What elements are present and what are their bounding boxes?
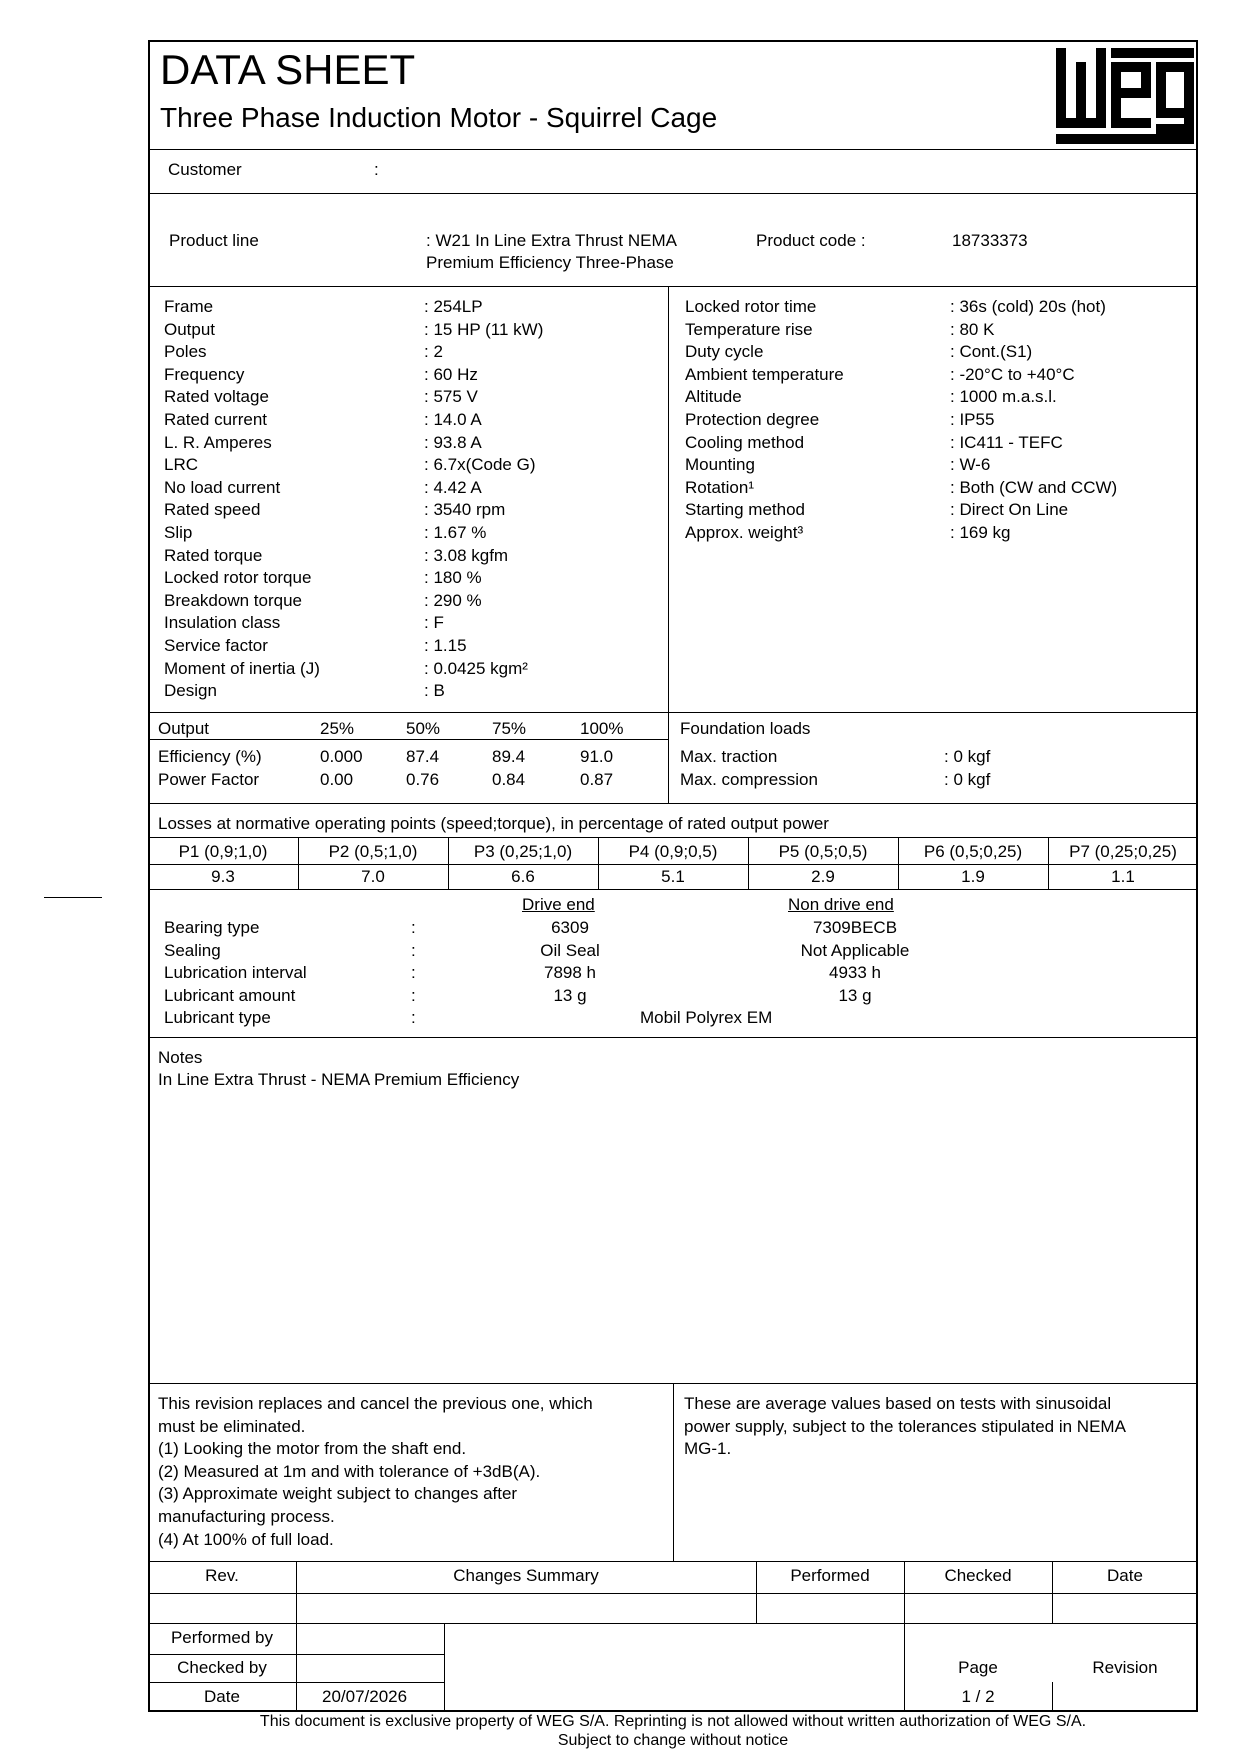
footnote-line: This revision replaces and cancel the previous one, which	[158, 1394, 593, 1413]
spec-label: LRC	[164, 455, 199, 475]
page-title: DATA SHEET	[160, 46, 416, 93]
bearing-separator: :	[411, 940, 416, 960]
product-line-value-2: Premium Efficiency Three-Phase	[426, 253, 674, 272]
spec-label: Ambient temperature	[685, 364, 844, 384]
performance-header-cell: 50%	[406, 719, 441, 738]
spec-value: : B	[424, 681, 445, 701]
bearing-label: Sealing	[164, 940, 221, 960]
performed-by-label: Performed by	[170, 1628, 274, 1647]
checked-header: Checked	[944, 1566, 1012, 1585]
spec-value: : 0.0425 kgm²	[424, 658, 528, 678]
spec-label: Insulation class	[164, 613, 281, 633]
foundation-label: Max. traction	[680, 747, 778, 766]
spec-label: Mounting	[685, 455, 755, 475]
spec-label: Duty cycle	[685, 342, 764, 362]
spec-label: Breakdown torque	[164, 590, 302, 610]
spec-label: Slip	[164, 523, 193, 542]
losses-value-cell: 1.1	[1111, 867, 1135, 886]
revision-label: Revision	[1092, 1658, 1158, 1677]
bearing-non-drive-end: 4933 h	[829, 963, 881, 983]
losses-value-cell: 7.0	[361, 867, 385, 886]
non-drive-end-header: Non drive end	[788, 895, 894, 914]
spec-label: Rated current	[164, 410, 267, 429]
spec-value: : 80 K	[950, 319, 995, 339]
performance-cell: 91.0	[580, 747, 614, 766]
spec-label: Service factor	[164, 636, 268, 655]
weg-logo	[1056, 48, 1194, 144]
footnote-line: MG-1.	[684, 1439, 732, 1459]
performance-header-cell: 100%	[580, 719, 624, 738]
bearing-label: Lubrication interval	[164, 963, 307, 983]
performance-header-cell: 75%	[492, 719, 527, 738]
performance-cell: 87.4	[406, 747, 440, 766]
bearing-separator: :	[411, 985, 416, 1005]
spec-value: : Cont.(S1)	[950, 342, 1033, 362]
page-label: Page	[958, 1658, 998, 1677]
performance-cell: 89.4	[492, 747, 526, 766]
notes-title: Notes	[158, 1048, 203, 1067]
performance-cell: 0.87	[580, 770, 614, 789]
spec-value: : W-6	[950, 455, 991, 475]
page-subtitle: Three Phase Induction Motor - Squirrel Cage	[160, 102, 718, 133]
footnote-line: (3) Approximate weight subject to changes after	[158, 1484, 518, 1504]
footnote-line: These are average values based on tests with sinusoidal	[684, 1394, 1112, 1413]
spec-value: : 180 %	[424, 568, 482, 588]
footnote-line: (2) Measured at 1m and with tolerance of +3dB(A).	[158, 1461, 541, 1481]
spec-label: Approx. weight³	[685, 523, 804, 542]
spec-label: Design	[164, 681, 217, 701]
losses-header-cell: P3 (0,25;1,0)	[473, 842, 573, 861]
logo-letter-w	[1056, 48, 1106, 128]
bearing-separator: :	[411, 918, 416, 937]
spec-value: : 3540 rpm	[424, 500, 506, 520]
bearing-non-drive-end: 13 g	[838, 985, 872, 1005]
date-value: 20/07/2026	[322, 1687, 408, 1706]
spec-label: Rated speed	[164, 500, 261, 520]
spec-value: : 1000 m.a.s.l.	[950, 387, 1057, 407]
losses-value-cell: 1.9	[961, 867, 985, 886]
foundation-title: Foundation loads	[680, 719, 811, 738]
losses-header-cell: P7 (0,25;0,25)	[1069, 842, 1177, 861]
product-line-label: Product line	[169, 231, 259, 250]
bearing-drive-end: 6309	[551, 918, 589, 937]
logo-letter-e	[1111, 62, 1151, 128]
spec-value: : F	[424, 613, 444, 633]
rev-header: Rev.	[205, 1566, 239, 1585]
footnote-line: power supply, subject to the tolerances stipulated in NEMA	[684, 1416, 1126, 1436]
logo-letter-g	[1156, 62, 1194, 134]
performance-cell: Efficiency (%)	[158, 747, 262, 766]
spec-label: Cooling method	[685, 432, 805, 452]
performed-header: Performed	[790, 1566, 870, 1585]
performance-cell: 0.00	[320, 770, 354, 789]
spec-value: : 4.42 A	[424, 477, 482, 497]
product-line-value-1: : W21 In Line Extra Thrust NEMA	[426, 231, 677, 250]
performance-header-cell: 25%	[320, 719, 355, 738]
changes-summary-header: Changes Summary	[453, 1566, 599, 1585]
spec-value: : -20°C to +40°C	[950, 364, 1075, 384]
losses-title: Losses at normative operating points (speed;torque), in percentage of rated output power	[158, 814, 829, 833]
lubricant-type-label: Lubricant type	[164, 1008, 271, 1027]
foundation-label: Max. compression	[680, 770, 818, 789]
footer-line-2: Subject to change without notice	[557, 1732, 789, 1749]
spec-value: : 15 HP (11 kW)	[424, 319, 544, 339]
logo-frame-top	[1111, 48, 1194, 58]
footnote-line: must be eliminated.	[158, 1416, 306, 1436]
bearing-drive-end: 7898 h	[544, 963, 596, 983]
spec-label: Locked rotor torque	[164, 568, 312, 588]
spec-value: : IP55	[950, 410, 995, 429]
losses-value-cell: 5.1	[661, 867, 685, 886]
customer-separator: :	[374, 160, 379, 179]
spec-label: Protection degree	[685, 410, 820, 429]
losses-value-cell: 6.6	[511, 867, 535, 886]
drive-end-header: Drive end	[522, 895, 595, 914]
spec-value: : IC411 - TEFC	[950, 432, 1063, 452]
bearing-label: Bearing type	[164, 918, 260, 937]
spec-value: : 2	[424, 342, 443, 362]
losses-value-cell: 2.9	[811, 867, 835, 886]
bearing-non-drive-end: 7309BECB	[812, 918, 898, 937]
margin-mark	[44, 897, 102, 898]
spec-label: Frame	[164, 297, 214, 316]
lubricant-type-separator: :	[411, 1008, 416, 1027]
spec-value: : 254LP	[424, 297, 483, 316]
checked-by-label: Checked by	[177, 1658, 267, 1677]
spec-label: Altitude	[685, 387, 742, 407]
losses-header-cell: P2 (0,5;1,0)	[328, 842, 418, 861]
footnote-line: (4) At 100% of full load.	[158, 1529, 334, 1549]
foundation-value: : 0 kgf	[944, 770, 991, 789]
footer-line-1: This document is exclusive property of WEG S/A. Reprinting is not allowed without written authorization of WEG S/A.	[259, 1713, 1087, 1730]
performance-header-cell: Output	[158, 719, 210, 738]
spec-label: Temperature rise	[685, 319, 813, 339]
bearing-drive-end: Oil Seal	[540, 940, 600, 960]
spec-label: Rated voltage	[164, 387, 269, 407]
spec-label: Rotation¹	[685, 477, 754, 497]
bearing-separator: :	[411, 963, 416, 983]
spec-value: : 1.15	[424, 636, 467, 655]
product-code-label: Product code :	[756, 231, 866, 250]
spec-value: : Direct On Line	[950, 500, 1069, 520]
notes-text: In Line Extra Thrust - NEMA Premium Efficiency	[158, 1070, 520, 1089]
spec-label: Starting method	[685, 500, 806, 520]
spec-value: : 575 V	[424, 387, 478, 407]
bearing-label: Lubricant amount	[164, 985, 296, 1005]
losses-value-cell: 9.3	[211, 867, 235, 886]
spec-label: Frequency	[164, 364, 245, 384]
spec-value: : 169 kg	[950, 523, 1011, 542]
performance-cell: 0.000	[320, 747, 363, 766]
product-code-value: 18733373	[952, 231, 1028, 250]
spec-value: : 14.0 A	[424, 410, 482, 429]
losses-header-cell: P6 (0,5;0,25)	[923, 842, 1023, 861]
spec-value: : 1.67 %	[424, 523, 487, 542]
spec-label: Rated torque	[164, 545, 263, 565]
date-label: Date	[204, 1687, 240, 1706]
losses-header-cell: P4 (0,9;0,5)	[628, 842, 718, 861]
bearing-drive-end: 13 g	[553, 985, 587, 1005]
spec-label: L. R. Amperes	[164, 432, 272, 452]
losses-header-cell: P5 (0,5;0,5)	[778, 842, 868, 861]
losses-header-cell: P1 (0,9;1,0)	[178, 842, 268, 861]
spec-label: Output	[164, 319, 216, 339]
performance-cell: Power Factor	[158, 770, 260, 789]
date-header: Date	[1107, 1566, 1143, 1585]
performance-cell: 0.76	[406, 770, 440, 789]
spec-value: : 60 Hz	[424, 364, 478, 384]
spec-value: : 93.8 A	[424, 432, 482, 452]
bearing-non-drive-end: Not Applicable	[800, 940, 910, 960]
spec-label: No load current	[164, 477, 281, 497]
spec-label: Poles	[164, 342, 207, 362]
spec-label: Moment of inertia (J)	[164, 658, 320, 678]
spec-label: Locked rotor time	[685, 297, 817, 316]
footnote-line: (1) Looking the motor from the shaft end.	[158, 1439, 467, 1459]
lubricant-type-value: Mobil Polyrex EM	[640, 1008, 773, 1027]
page-value: 1 / 2	[961, 1687, 995, 1706]
logo-frame-bottom	[1056, 134, 1194, 144]
footnote-line: manufacturing process.	[158, 1507, 335, 1526]
spec-value: : 6.7x(Code G)	[424, 455, 536, 475]
performance-cell: 0.84	[492, 770, 526, 789]
spec-value: : 36s (cold) 20s (hot)	[950, 297, 1106, 316]
spec-value: : 290 %	[424, 590, 482, 610]
spec-value: : 3.08 kgfm	[424, 545, 509, 565]
customer-label: Customer	[168, 160, 242, 179]
foundation-value: : 0 kgf	[944, 747, 991, 766]
spec-value: : Both (CW and CCW)	[950, 477, 1118, 497]
